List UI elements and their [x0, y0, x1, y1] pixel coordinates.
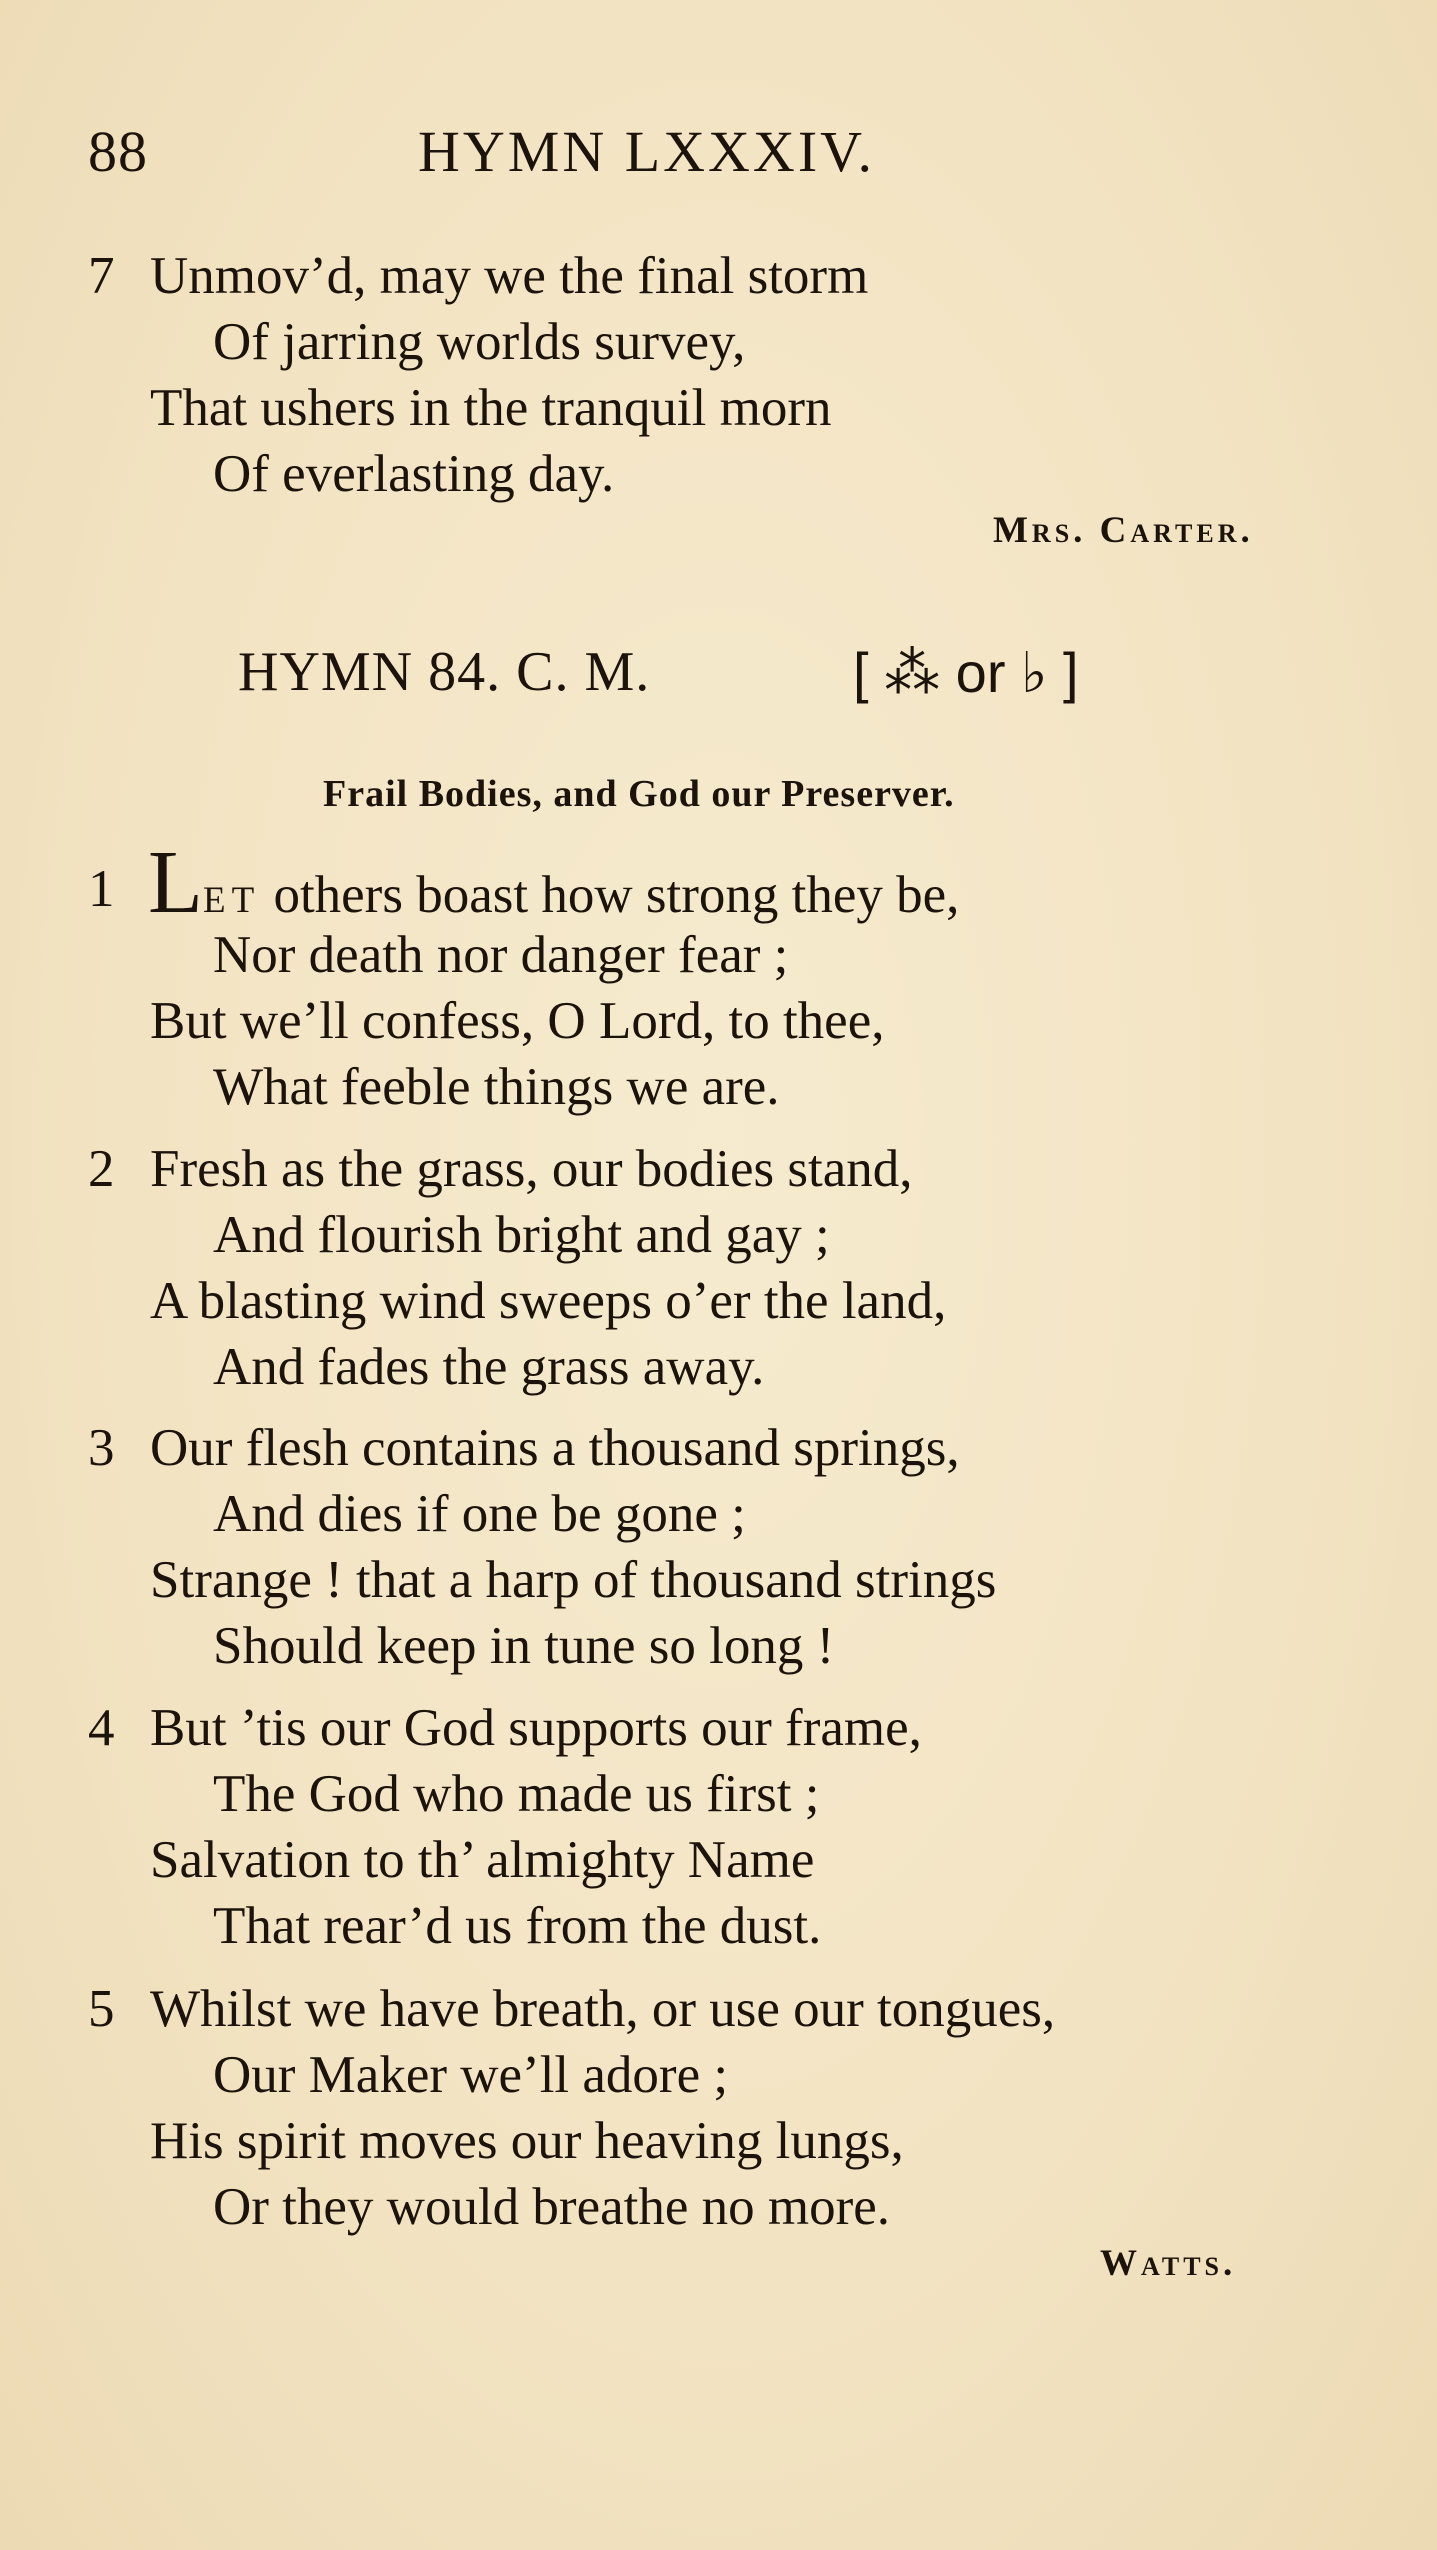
first-line-rest: others boast how strong they be, — [260, 866, 960, 924]
verse-line: Whilst we have breath, or use our tongues, — [150, 1980, 1056, 2038]
stanza-number: 2 — [88, 1140, 115, 1198]
verse-line: And flourish bright and gay ; — [213, 1206, 830, 1264]
verse-line: Of everlasting day. — [213, 445, 615, 503]
tune-mark: [ ⁂ or ♭ ] — [853, 641, 1079, 704]
verse-line: But we’ll confess, O Lord, to thee, — [150, 992, 885, 1050]
attribution-watts: Watts. — [1100, 2243, 1237, 2284]
verse-line: What feeble things we are. — [213, 1058, 780, 1116]
verse-line: Nor death nor danger fear ; — [213, 926, 789, 984]
stanza-number: 3 — [88, 1419, 115, 1477]
verse-line: Should keep in tune so long ! — [213, 1617, 835, 1675]
stanza-number: 1 — [88, 860, 115, 918]
first-line — [148, 833, 960, 932]
first-word-rest: et — [202, 866, 261, 924]
verse-line: And fades the grass away. — [213, 1338, 765, 1396]
verse-line: His spirit moves our heaving lungs, — [150, 2112, 904, 2170]
attribution-carter: Mrs. Carter. — [993, 510, 1254, 551]
verse-line: Of jarring worlds survey, — [213, 313, 746, 371]
stanza-number: 4 — [88, 1699, 115, 1757]
verse-line: Our Maker we’ll adore ; — [213, 2046, 729, 2104]
stanza-number: 7 — [88, 247, 115, 305]
verse-line: But ’tis our God supports our frame, — [150, 1699, 922, 1757]
hymn-heading: HYMN 84. C. M. — [238, 641, 651, 703]
verse-line: A blasting wind sweeps o’er the land, — [150, 1272, 947, 1330]
running-title: HYMN LXXXIV. — [418, 119, 876, 184]
verse-line: Fresh as the grass, our bodies stand, — [150, 1140, 913, 1198]
drop-cap: L — [148, 833, 203, 932]
page-number: 88 — [88, 119, 148, 184]
verse-line: Salvation to th’ almighty Name — [150, 1831, 815, 1889]
hymn-subtitle: Frail Bodies, and God our Preserver. — [323, 773, 955, 815]
verse-line: That rear’d us from the dust. — [213, 1897, 822, 1955]
verse-line: Strange ! that a harp of thousand strings — [150, 1551, 997, 1609]
verse-line: That ushers in the tranquil morn — [150, 379, 832, 437]
stanza-number: 5 — [88, 1980, 115, 2038]
verse-line: Unmov’d, may we the final storm — [150, 247, 869, 305]
verse-line: Or they would breathe no more. — [213, 2178, 891, 2236]
verse-line: The God who made us first ; — [213, 1765, 820, 1823]
verse-line: And dies if one be gone ; — [213, 1485, 746, 1543]
verse-line: Our flesh contains a thousand springs, — [150, 1419, 960, 1477]
